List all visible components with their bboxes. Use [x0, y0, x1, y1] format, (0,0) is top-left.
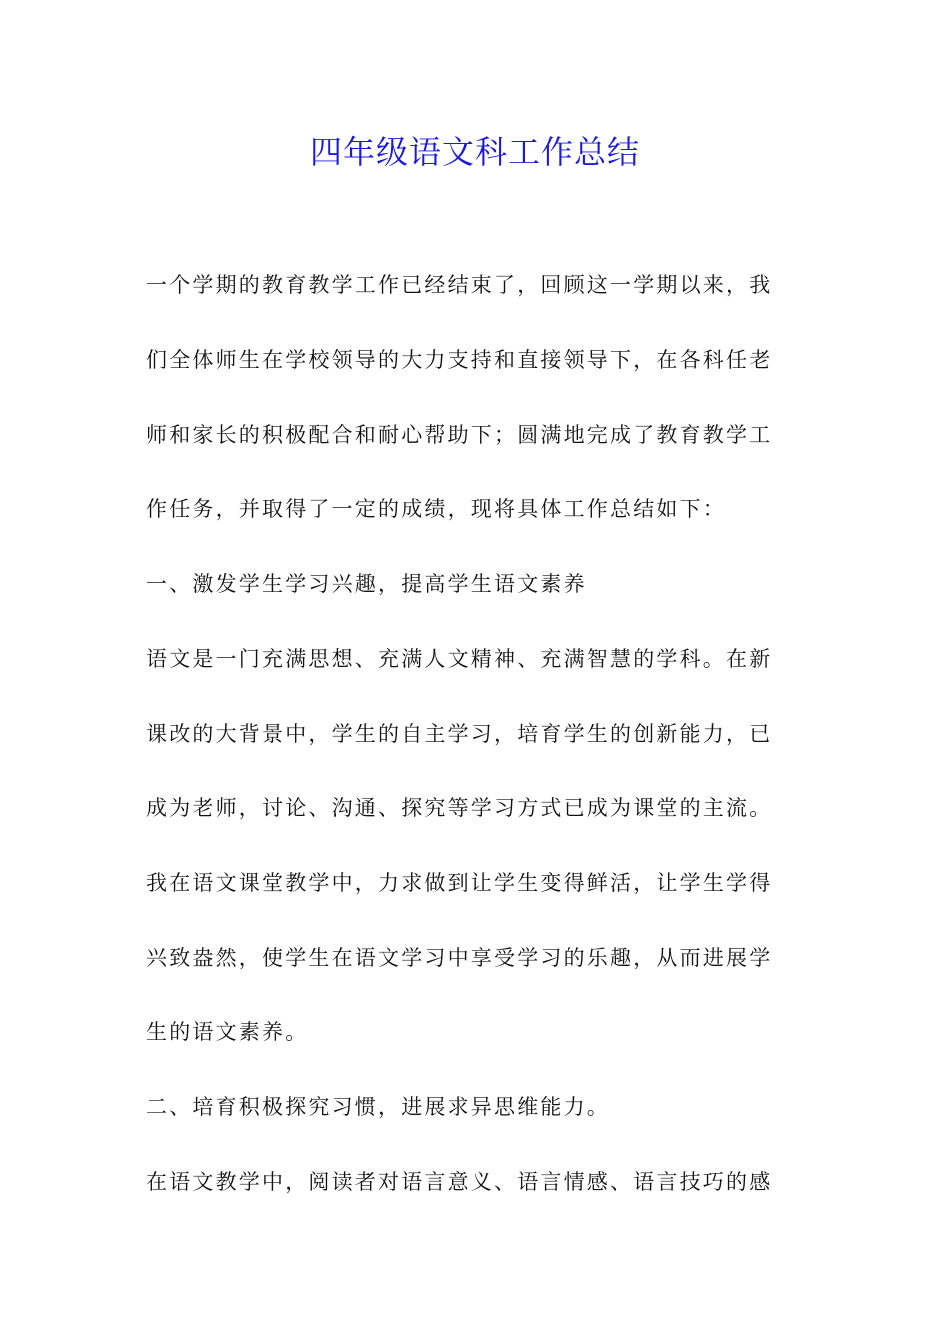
paragraph-line: 成为老师，讨论、沟通、探究等学习方式已成为课堂的主流。: [146, 796, 773, 820]
paragraph-line: 我在语文课堂教学中，力求做到让学生变得鲜活，让学生学得: [146, 871, 773, 895]
paragraph-line: 师和家长的积极配合和耐心帮助下；圆满地完成了教育教学工: [146, 423, 773, 447]
paragraph-line: 一个学期的教育教学工作已经结束了，回顾这一学期以来，我: [146, 273, 773, 297]
paragraph-line: 兴致盎然，使学生在语文学习中享受学习的乐趣，从而进展学: [146, 946, 773, 970]
paragraph-line: 作任务，并取得了一定的成绩，现将具体工作总结如下：: [146, 497, 726, 521]
section-heading-1: 一、激发学生学习兴趣，提高学生语文素养: [146, 572, 587, 596]
paragraph-line: 在语文教学中，阅读者对语言意义、语言情感、语言技巧的感: [146, 1170, 773, 1194]
section-heading-2: 二、培育积极探究习惯，进展求异思维能力。: [146, 1095, 610, 1119]
paragraph-line: 语文是一门充满思想、充满人文精神、充满智慧的学科。在新: [146, 647, 773, 671]
paragraph-line: 课改的大背景中，学生的自主学习，培育学生的创新能力，已: [146, 722, 773, 746]
paragraph-line: 们全体师生在学校领导的大力支持和直接领导下，在各科任老: [146, 348, 773, 372]
document-title: 四年级语文科工作总结: [309, 133, 640, 171]
paragraph-line: 生的语文素养。: [146, 1020, 309, 1044]
